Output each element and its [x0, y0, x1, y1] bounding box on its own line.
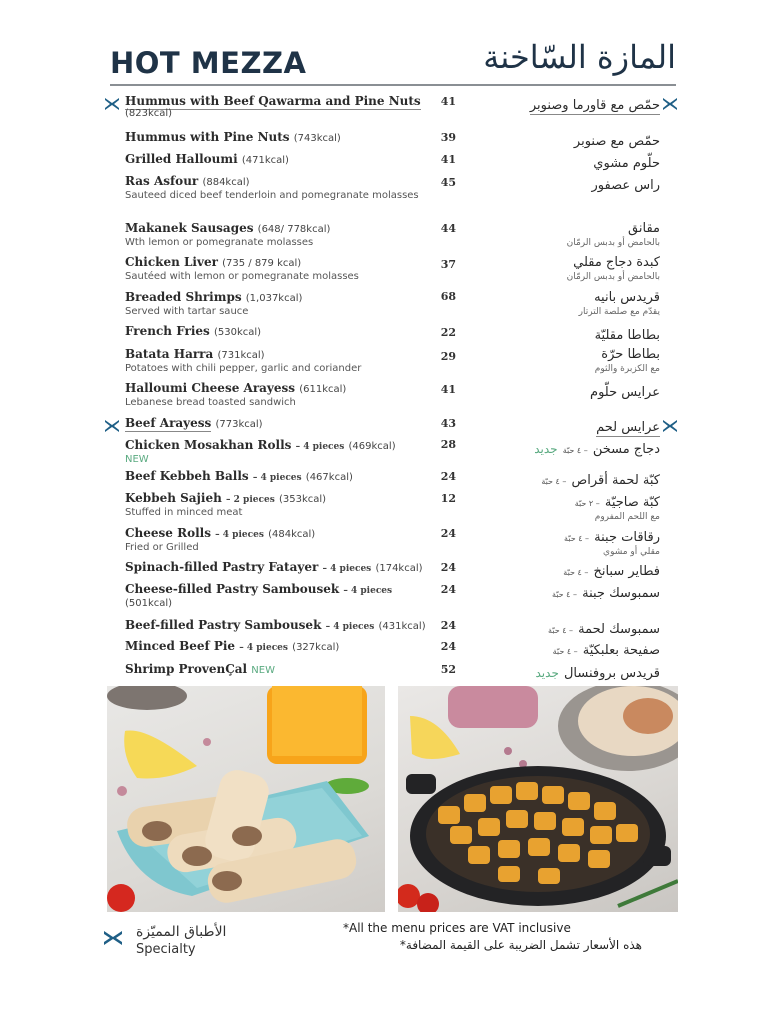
item-kcal: (648/ 778kcal) [257, 224, 331, 235]
item-kcal: (471kcal) [241, 155, 289, 166]
item-name-arabic: كبّة صاجيّة [604, 495, 660, 510]
item-pieces: – 2 pieces [226, 495, 275, 505]
vat-note: *All the menu prices are VAT inclusive [343, 921, 571, 935]
specialty-icon [662, 97, 678, 111]
item-pieces: – 4 pieces [343, 586, 393, 596]
item-kcal: (884kcal) [202, 177, 250, 188]
item-name-arabic: رقاقات جبنة [594, 530, 660, 545]
item-price: 52 [440, 663, 456, 676]
item-name: Makanek Sausages [125, 221, 254, 235]
item-name: Spinach-filled Pastry Fatayer [125, 560, 319, 574]
item-pieces: – 4 pieces [252, 473, 302, 483]
item-name-arabic: حمّص مع قاورما وصنوبر [529, 98, 660, 113]
item-price: 24 [440, 583, 456, 596]
item-name: Minced Beef Pie [125, 639, 236, 653]
item-name-arabic: حمّص مع صنوبر [573, 134, 660, 149]
item-kcal: (735 / 879 kcal) [222, 258, 302, 269]
item-description-arabic: مع الكزبرة والثوم [594, 364, 660, 374]
page-title: HOT MEZZA [110, 46, 307, 80]
item-name: Cheese-filled Pastry Sambousek [125, 582, 340, 596]
item-price: 43 [440, 417, 456, 430]
specialty-legend-label: Specialty [136, 942, 196, 957]
item-name: Beef-filled Pastry Sambousek [125, 618, 322, 632]
item-pieces-arabic: – ٤ حبّة [541, 477, 567, 486]
item-name: Grilled Halloumi [125, 152, 238, 166]
item-pieces: – 4 pieces [325, 622, 375, 632]
item-name-arabic: حلّوم مشوي [593, 156, 660, 171]
item-price: 41 [440, 153, 456, 166]
item-kcal: (731kcal) [217, 350, 265, 361]
item-price: 22 [440, 326, 456, 339]
item-price: 29 [440, 350, 456, 363]
item-price: 24 [440, 619, 456, 632]
new-badge: NEW [125, 454, 149, 465]
item-name: Halloumi Cheese Arayess [125, 381, 296, 395]
item-name-arabic: دجاج مسخن [592, 442, 660, 457]
item-description-arabic: بالحامض أو بدبس الرمّان [566, 238, 660, 248]
item-name: Chicken Liver [125, 255, 218, 269]
item-name-arabic: قريدس بروفنسال [563, 666, 660, 681]
item-price: 39 [440, 131, 456, 144]
item-pieces-arabic: – ٤ حبّة [552, 647, 578, 656]
item-description-arabic: يقدّم مع صلصة الترتار [578, 307, 660, 317]
item-kcal: (823kcal) [125, 108, 173, 119]
item-kcal: (743kcal) [293, 133, 341, 144]
item-pieces: – 4 pieces [322, 564, 372, 574]
item-kcal: (174kcal) [375, 563, 423, 574]
item-price: 44 [440, 222, 456, 235]
item-name: Ras Asfour [125, 174, 199, 188]
item-pieces-arabic: – ٤ حبّة [551, 590, 578, 599]
item-price: 24 [440, 640, 456, 653]
item-pieces-arabic: – ٤ حبّة [562, 446, 588, 455]
item-pieces-arabic: – ٤ حبّة [547, 626, 574, 635]
item-name: Hummus with Beef Qawarma and Pine Nuts [125, 94, 421, 108]
item-name-arabic: صفيحة بعلبكيّة [582, 643, 660, 658]
item-kcal: (327kcal) [292, 642, 340, 653]
item-kcal: (353kcal) [278, 494, 327, 505]
item-name-arabic: عرايس حلّوم [590, 385, 660, 400]
item-price: 37 [440, 258, 456, 271]
item-description-arabic: مقلي أو مشوي [603, 547, 660, 557]
item-kcal: (611kcal) [299, 384, 347, 395]
item-name: Hummus with Pine Nuts [125, 130, 290, 144]
item-name-arabic: بطاطا مقليّة [594, 328, 660, 343]
item-kcal: (431kcal) [378, 621, 426, 632]
item-description: Stuffed in minced meat [125, 507, 243, 518]
item-description: Lebanese bread toasted sandwich [125, 397, 296, 408]
item-pieces: – 4 pieces [295, 442, 345, 452]
specialty-icon [104, 419, 120, 433]
item-price: 24 [440, 470, 456, 483]
item-name: Batata Harra [125, 347, 214, 361]
item-price: 41 [440, 383, 456, 396]
item-price: 45 [440, 176, 456, 189]
item-kcal: (501kcal) [125, 598, 173, 609]
item-description-arabic: بالحامض أو بدبس الرمّان [566, 272, 660, 282]
item-price: 24 [440, 527, 456, 540]
item-kcal: (484kcal) [268, 529, 316, 540]
item-price: 41 [440, 95, 456, 108]
new-badge-arabic: جديد [534, 442, 558, 456]
specialty-icon [104, 97, 120, 111]
item-pieces: – 4 pieces [215, 530, 264, 540]
item-name: Beef Kebbeh Balls [125, 469, 249, 483]
vat-note-arabic: هذه الأسعار تشمل الضريبة على القيمة المضافة* [399, 938, 642, 952]
batata-harra-photo [398, 686, 678, 912]
item-description: Fried or Grilled [125, 542, 199, 553]
item-name-arabic: فطاير سبانخ [593, 564, 660, 579]
item-description: Served with tartar sauce [125, 306, 249, 317]
item-name: Chicken Mosakhan Rolls [125, 438, 292, 452]
new-badge: NEW [251, 665, 275, 676]
item-description: Sautéed with lemon or pomegranate molasses [125, 271, 359, 282]
item-name-arabic: سمبوسك لحمة [578, 622, 660, 637]
item-name-arabic: مقانق [628, 221, 660, 236]
item-name-arabic: عرايس لحم [596, 420, 660, 435]
item-kcal: (1,037kcal) [245, 293, 303, 304]
item-name: French Fries [125, 324, 210, 338]
item-pieces-arabic: – ٤ حبّة [563, 568, 589, 577]
new-badge-arabic: جديد [535, 666, 559, 680]
item-name-arabic: بطاطا حرّة [601, 347, 660, 362]
item-name-arabic: راس عصفور [591, 178, 660, 193]
item-price: 28 [440, 438, 456, 451]
specialty-legend-arabic: الأطباق المميّزة [136, 924, 227, 940]
item-name: Shrimp ProvenÇal [125, 662, 248, 676]
item-kcal: (773kcal) [215, 419, 263, 430]
item-name-arabic: كبدة دجاج مقلي [573, 255, 660, 270]
item-description-arabic: مع اللحم المفروم [594, 512, 660, 522]
page-title-arabic: المازة السّاخنة [483, 38, 676, 76]
item-name-arabic: قريدس بانيه [594, 290, 660, 305]
item-kcal: (467kcal) [305, 472, 353, 483]
item-name-arabic: سمبوسك جبنة [582, 586, 660, 601]
item-pieces-arabic: – ٤ حبّة [564, 534, 590, 543]
title-divider [110, 84, 676, 86]
item-name: Cheese Rolls [125, 526, 211, 540]
item-description: Potatoes with chili pepper, garlic and coriander [125, 363, 362, 374]
item-price: 12 [440, 492, 456, 505]
item-name: Beef Arayess [125, 416, 212, 430]
item-pieces-arabic: – ٢ حبّة [574, 499, 600, 508]
item-description: Wth lemon or pomegranate molasses [125, 237, 314, 248]
item-name: Kebbeh Sajieh [125, 491, 222, 505]
chicken-rolls-photo [107, 686, 385, 912]
item-price: 68 [440, 290, 456, 303]
item-pieces: – 4 pieces [239, 643, 288, 653]
item-kcal: (469kcal) [348, 441, 396, 452]
specialty-icon [662, 419, 678, 433]
item-description: Sauteed diced beef tenderloin and pomegranate molasses [125, 190, 419, 201]
item-name: Breaded Shrimps [125, 290, 242, 304]
item-name-arabic: كبّة لحمة أقراص [571, 473, 660, 488]
specialty-legend-icon [103, 930, 123, 946]
item-kcal: (530kcal) [213, 327, 262, 338]
item-price: 24 [440, 561, 456, 574]
